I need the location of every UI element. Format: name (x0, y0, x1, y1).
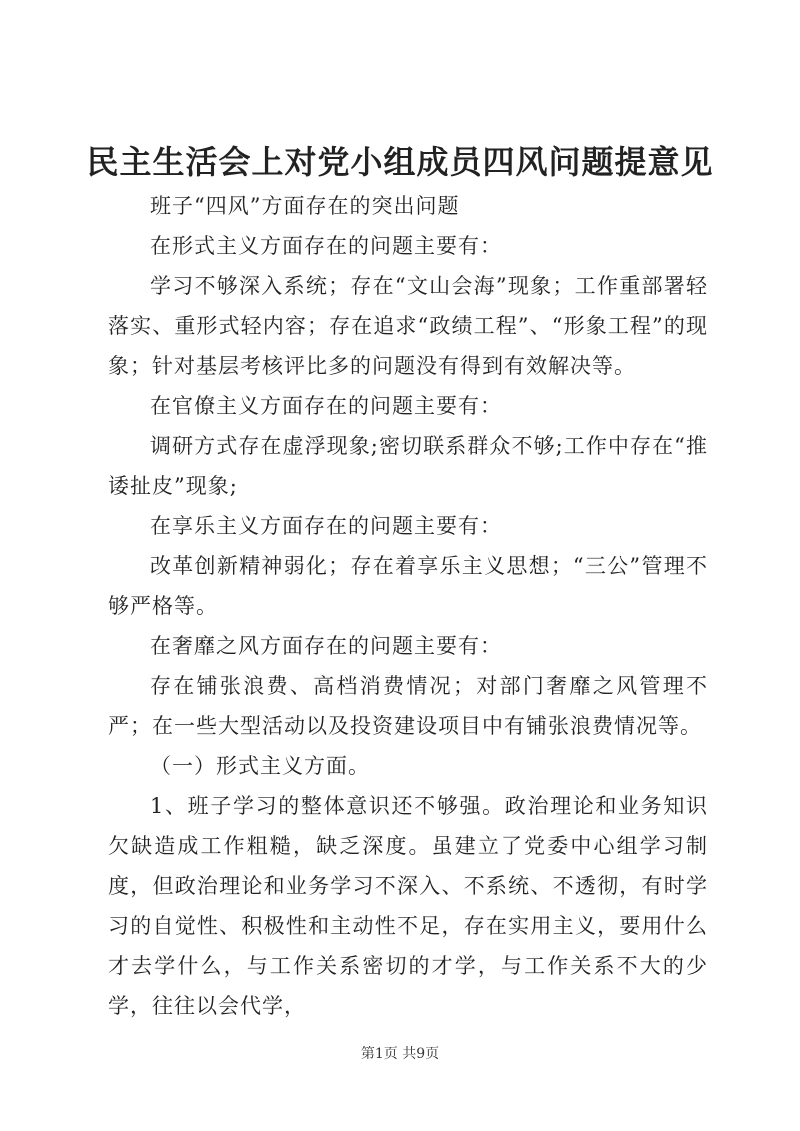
paragraph-study-awareness: 1、班子学习的整体意识还不够强。政治理论和业务知识欠缺造成工作粗糙，缺乏深度。虽建立了党委中心组学习制度，但政治理论和业务学习不深入、不系统、不透彻，有时学习的自觉性、积极性和主动性不足，存在实用主义，要用什么才去学什么，与工作关系密切的才学，与工作关系不大的少学，往往以会代学， (108, 794, 708, 1018)
document-title: 民主生活会上对党小组成员四风问题提意见 (86, 143, 714, 181)
document-body (108, 186, 708, 1026)
paragraph-extravagance-intro: 在奢靡之风方面存在的问题主要有： (150, 634, 502, 658)
paragraph-hedonism-intro: 在享乐主义方面存在的问题主要有： (150, 514, 502, 538)
paragraph-bureaucracy-issues: 调研方式存在虚浮现象;密切联系群众不够;工作中存在“推诿扯皮”现象; (108, 434, 708, 498)
paragraph-subsection-heading: （一）形式主义方面。 (150, 754, 370, 778)
paragraph-extravagance-issues: 存在铺张浪费、高档消费情况；对部门奢靡之风管理不严；在一些大型活动以及投资建设项目中有铺张浪费情况等。 (108, 674, 708, 738)
paragraph-hedonism-issues: 改革创新精神弱化；存在着享乐主义思想；“三公”管理不够严格等。 (108, 554, 708, 618)
page-number-footer: 第1页 共9页 (360, 1046, 440, 1062)
paragraph-section-heading: 班子“四风”方面存在的突出问题 (150, 194, 460, 218)
paragraph-bureaucracy-intro: 在官僚主义方面存在的问题主要有： (150, 394, 502, 418)
paragraph-formalism-issues: 学习不够深入系统；存在“文山会海”现象；工作重部署轻落实、重形式轻内容；存在追求“政绩工程”、“形象工程”的现象；针对基层考核评比多的问题没有得到有效解决等。 (108, 274, 708, 378)
paragraph-formalism-intro: 在形式主义方面存在的问题主要有： (150, 234, 502, 258)
